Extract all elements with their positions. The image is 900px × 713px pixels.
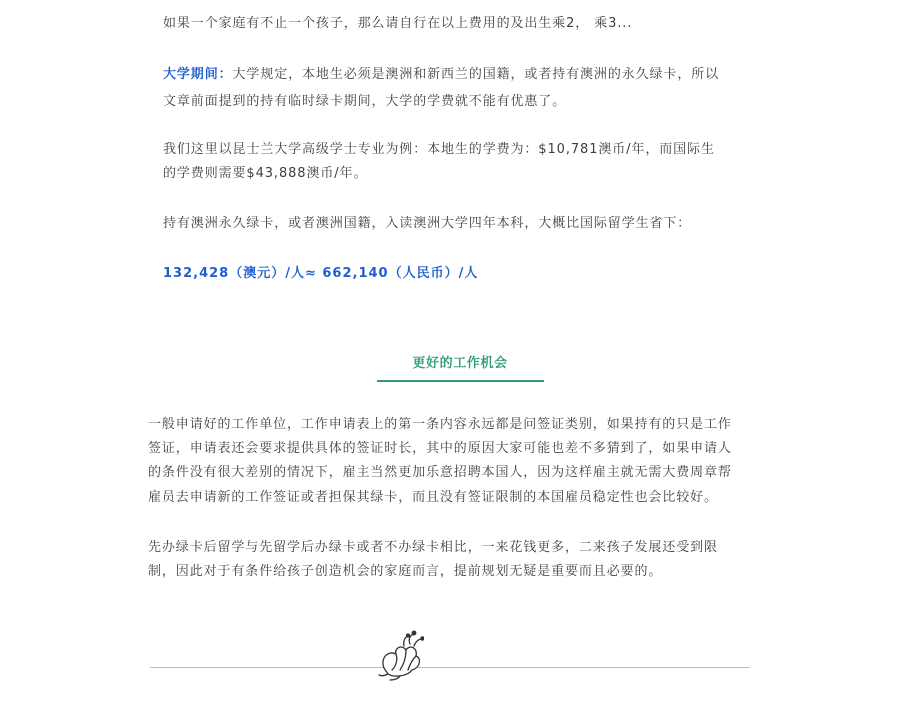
section-title: 更好的工作机会 [412,356,508,371]
divider-line-left [150,667,384,668]
university-text-line2: 文章前面提到的持有临时绿卡期间，大学的学费就不能有优惠了。 [163,94,567,109]
paragraph-tuition-line1: 我们这里以昆士兰大学高级学士专业为例：本地生的学费为：$10,781澳币/年，而国际生 [163,142,715,157]
conclusion-line-1: 先办绿卡后留学与先留学后办绿卡或者不办绿卡相比，一来花钱更多，二来孩子发展还受到限 [148,540,718,555]
job-line-3: 的条件没有很大差别的情况下，雇主当然更加乐意招聘本国人，因为这样雇主就无需大费周章帮 [148,465,732,480]
savings-amount: 132,428（澳元）/人≈ 662,140（人民币）/人 [163,266,479,281]
job-line-2: 签证，申请表还会要求提供具体的签证时长，其中的原因大家可能也差不多猜到了，如果申请人 [148,441,732,456]
paragraph-university [163,63,719,87]
divider-line-right [418,667,750,668]
conclusion-line-2: 制，因此对于有条件给孩子创造机会的家庭而言，提前规划无疑是重要而且必要的。 [148,564,663,579]
section-title-underline [377,380,544,382]
university-text-line1: 大学规定，本地生必须是澳洲和新西兰的国籍，或者持有澳洲的永久绿卡，所以 [232,67,720,82]
paragraph-savings: 持有澳洲永久绿卡，或者澳洲国籍，入读澳洲大学四年本科，大概比国际留学生省下： [163,216,692,231]
university-label: 大学期间： [163,67,233,82]
paragraph-siblings: 如果一个家庭有不止一个孩子，那么请自行在以上费用的及出生乘2， 乘3... [163,16,633,31]
job-line-1: 一般申请好的工作单位，工作申请表上的第一条内容永远都是问签证类别，如果持有的只是工作 [148,417,732,432]
paragraph-tuition-line2: 的学费则需要$43,888澳币/年。 [163,166,368,181]
job-line-4: 雇员去申请新的工作签证或者担保其绿卡，而且没有签证限制的本国雇员稳定性也会比较好。 [148,490,718,505]
flower-icon [378,630,424,682]
